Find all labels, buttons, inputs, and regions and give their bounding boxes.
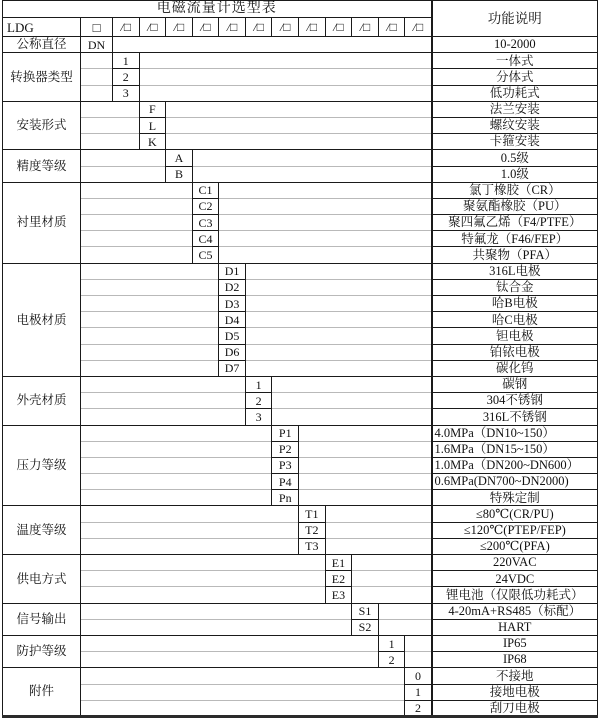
group-label: 信号输出 xyxy=(3,603,81,635)
filler-cell xyxy=(81,360,219,376)
option-code-cell: P1 xyxy=(272,425,299,441)
filler-cell xyxy=(81,312,219,328)
option-code-cell: 3 xyxy=(113,85,140,101)
filler-cell xyxy=(81,53,113,69)
model-slot-cell: /□ xyxy=(192,18,219,37)
filler-cell xyxy=(81,117,140,133)
option-row xyxy=(3,344,598,360)
option-row xyxy=(3,603,598,619)
selection-table xyxy=(2,0,598,718)
filler-cell xyxy=(139,69,431,85)
option-code-cell: E3 xyxy=(325,587,352,603)
model-slot-cell: /□ xyxy=(139,18,166,37)
filler-cell xyxy=(299,441,432,457)
filler-cell xyxy=(81,376,246,392)
filler-cell xyxy=(245,360,431,376)
option-row xyxy=(3,652,598,668)
option-row xyxy=(3,360,598,376)
filler-cell xyxy=(245,296,431,312)
option-row xyxy=(3,53,598,69)
option-desc-cell: 1.0MPa（DN200~DN600） xyxy=(432,457,598,473)
filler-cell xyxy=(272,376,432,392)
option-row xyxy=(3,700,598,716)
option-code-cell: D4 xyxy=(219,312,246,328)
group-label: 电极材质 xyxy=(3,263,81,376)
filler-cell xyxy=(81,279,219,295)
filler-cell xyxy=(299,457,432,473)
option-desc-cell: 316L不锈钢 xyxy=(432,409,598,425)
filler-cell xyxy=(81,571,326,587)
option-desc-cell: 刮刀电极 xyxy=(432,700,598,716)
model-slot-cell: /□ xyxy=(405,18,432,37)
filler-cell xyxy=(405,635,432,651)
option-code-cell: B xyxy=(166,166,193,182)
option-desc-cell: 聚氨酯橡胶（PU） xyxy=(432,198,598,214)
filler-cell xyxy=(81,490,272,506)
option-code-cell: C3 xyxy=(192,215,219,231)
filler-cell xyxy=(81,587,326,603)
option-row xyxy=(3,328,598,344)
option-desc-cell: 4-20mA+RS485（标配） xyxy=(432,603,598,619)
filler-cell xyxy=(81,215,193,231)
function-col-header: 功能说明 xyxy=(432,1,598,37)
filler-cell xyxy=(245,279,431,295)
option-row xyxy=(3,684,598,700)
group-label: 温度等级 xyxy=(3,506,81,555)
filler-cell xyxy=(81,522,299,538)
filler-cell xyxy=(81,182,193,198)
filler-cell xyxy=(192,150,431,166)
page-title: 电磁流量计选型表 xyxy=(3,1,432,18)
model-slot-cell: /□ xyxy=(166,18,193,37)
option-desc-cell: 316L电极 xyxy=(432,263,598,279)
option-desc-cell: IP68 xyxy=(432,652,598,668)
filler-cell xyxy=(81,668,405,684)
group-label: 安装形式 xyxy=(3,101,81,150)
model-prefix-cell: LDG xyxy=(3,18,81,37)
option-code-cell: D1 xyxy=(219,263,246,279)
option-row xyxy=(3,587,598,603)
filler-cell xyxy=(81,619,352,635)
filler-cell xyxy=(166,117,432,133)
filler-cell xyxy=(325,538,431,554)
group-label: 供电方式 xyxy=(3,555,81,604)
option-row xyxy=(3,215,598,231)
option-code-cell: P3 xyxy=(272,457,299,473)
filler-cell xyxy=(192,166,431,182)
option-desc-cell: 钽电极 xyxy=(432,328,598,344)
option-row xyxy=(3,296,598,312)
filler-cell xyxy=(81,247,193,263)
group-label: 衬里材质 xyxy=(3,182,81,263)
option-row xyxy=(3,101,598,117)
option-row xyxy=(3,150,598,166)
option-code-cell: C1 xyxy=(192,182,219,198)
filler-cell xyxy=(81,555,326,571)
option-code-cell: P4 xyxy=(272,474,299,490)
group-label: 精度等级 xyxy=(3,150,81,182)
filler-cell xyxy=(81,603,352,619)
filler-cell xyxy=(219,215,432,231)
option-code-cell: T2 xyxy=(299,522,326,538)
filler-cell xyxy=(81,198,193,214)
option-row xyxy=(3,85,598,101)
group-label: 附件 xyxy=(3,668,81,717)
option-code-cell: S1 xyxy=(352,603,379,619)
option-code-cell: 2 xyxy=(405,700,432,716)
filler-cell xyxy=(81,474,272,490)
filler-cell xyxy=(219,231,432,247)
model-slot-cell: /□ xyxy=(219,18,246,37)
option-row xyxy=(3,393,598,409)
option-row xyxy=(3,635,598,651)
option-code-cell: T3 xyxy=(299,538,326,554)
option-desc-cell: 220VAC xyxy=(432,555,598,571)
filler-cell xyxy=(378,603,431,619)
filler-cell xyxy=(352,587,432,603)
option-code-cell: E1 xyxy=(325,555,352,571)
option-desc-cell: 不接地 xyxy=(432,668,598,684)
option-row xyxy=(3,247,598,263)
option-row xyxy=(3,69,598,85)
filler-cell xyxy=(81,231,193,247)
option-desc-cell: ≤120℃(PTEP/FEP) xyxy=(432,522,598,538)
filler-cell xyxy=(113,37,432,53)
option-code-cell: D7 xyxy=(219,360,246,376)
option-row xyxy=(3,619,598,635)
group-label: 防护等级 xyxy=(3,635,81,667)
filler-cell xyxy=(81,652,379,668)
option-desc-cell: 低功耗式 xyxy=(432,85,598,101)
option-desc-cell: 特氟龙（F46/FEP） xyxy=(432,231,598,247)
option-desc-cell: 接地电极 xyxy=(432,684,598,700)
filler-cell xyxy=(81,441,272,457)
option-desc-cell: 1.6MPa（DN15~150） xyxy=(432,441,598,457)
filler-cell xyxy=(245,344,431,360)
option-row xyxy=(3,166,598,182)
filler-cell xyxy=(245,263,431,279)
model-slot-cell: /□ xyxy=(325,18,352,37)
option-code-cell: E2 xyxy=(325,571,352,587)
option-row xyxy=(3,441,598,457)
option-desc-cell: 0.5级 xyxy=(432,150,598,166)
group-label: 压力等级 xyxy=(3,425,81,506)
group-label: 转换器类型 xyxy=(3,53,81,102)
option-desc-cell: ≤200℃(PFA) xyxy=(432,538,598,554)
option-row xyxy=(3,312,598,328)
option-desc-cell: 卡箍安装 xyxy=(432,134,598,150)
diameter-desc-cell: 10-2000 xyxy=(432,37,598,53)
filler-cell xyxy=(166,134,432,150)
option-desc-cell: 1.0级 xyxy=(432,166,598,182)
option-desc-cell: 法兰安装 xyxy=(432,101,598,117)
option-row xyxy=(3,198,598,214)
filler-cell xyxy=(81,700,405,716)
option-desc-cell: 锂电池（仅限低功耗式） xyxy=(432,587,598,603)
option-row xyxy=(3,425,598,441)
filler-cell xyxy=(81,150,166,166)
option-code-cell: D2 xyxy=(219,279,246,295)
filler-cell xyxy=(299,425,432,441)
option-code-cell: A xyxy=(166,150,193,166)
option-desc-cell: 特殊定制 xyxy=(432,490,598,506)
option-code-cell: 3 xyxy=(245,409,272,425)
option-desc-cell: 分体式 xyxy=(432,69,598,85)
option-code-cell: 2 xyxy=(245,393,272,409)
option-code-cell: C4 xyxy=(192,231,219,247)
option-row xyxy=(3,231,598,247)
filler-cell xyxy=(299,490,432,506)
option-code-cell: S2 xyxy=(352,619,379,635)
option-code-cell: F xyxy=(139,101,166,117)
option-desc-cell: 氯丁橡胶（CR） xyxy=(432,182,598,198)
option-row xyxy=(3,668,598,684)
option-desc-cell: 铂铱电极 xyxy=(432,344,598,360)
filler-cell xyxy=(219,247,432,263)
filler-cell xyxy=(81,506,299,522)
option-row xyxy=(3,571,598,587)
option-code-cell: Pn xyxy=(272,490,299,506)
option-row xyxy=(3,538,598,554)
option-desc-cell: 碳化钨 xyxy=(432,360,598,376)
option-desc-cell: 哈C电极 xyxy=(432,312,598,328)
option-code-cell: C2 xyxy=(192,198,219,214)
option-desc-cell: 聚四氟乙烯（F4/PTFE） xyxy=(432,215,598,231)
filler-cell xyxy=(245,312,431,328)
filler-cell xyxy=(219,182,432,198)
option-desc-cell: ≤80℃(CR/PU) xyxy=(432,506,598,522)
option-code-cell: D3 xyxy=(219,296,246,312)
diameter-label: 公称直径 xyxy=(3,37,81,53)
model-slot-cell: /□ xyxy=(245,18,272,37)
filler-cell xyxy=(81,538,299,554)
filler-cell xyxy=(81,684,405,700)
filler-cell xyxy=(378,619,431,635)
model-slot-cell: /□ xyxy=(352,18,379,37)
filler-cell xyxy=(81,85,113,101)
filler-cell xyxy=(325,506,431,522)
option-desc-cell: 一体式 xyxy=(432,53,598,69)
option-desc-cell: 4.0MPa（DN10~150） xyxy=(432,425,598,441)
option-code-cell: C5 xyxy=(192,247,219,263)
option-row xyxy=(3,555,598,571)
option-row xyxy=(3,409,598,425)
option-code-cell: L xyxy=(139,117,166,133)
option-desc-cell: 钛合金 xyxy=(432,279,598,295)
filler-cell xyxy=(219,198,432,214)
filler-cell xyxy=(245,328,431,344)
filler-cell xyxy=(81,393,246,409)
filler-cell xyxy=(352,571,432,587)
filler-cell xyxy=(81,101,140,117)
filler-cell xyxy=(81,457,272,473)
filler-cell xyxy=(81,166,166,182)
model-slot-cell: /□ xyxy=(378,18,405,37)
filler-cell xyxy=(81,635,379,651)
option-row xyxy=(3,522,598,538)
option-row xyxy=(3,182,598,198)
option-desc-cell: 哈B电极 xyxy=(432,296,598,312)
filler-cell xyxy=(81,69,113,85)
filler-cell xyxy=(139,53,431,69)
option-code-cell: 2 xyxy=(113,69,140,85)
filler-cell xyxy=(81,344,219,360)
model-slot-cell: /□ xyxy=(272,18,299,37)
diameter-row xyxy=(3,37,598,53)
option-row xyxy=(3,117,598,133)
diameter-code-cell: DN xyxy=(81,37,113,53)
filler-cell xyxy=(405,652,432,668)
filler-cell xyxy=(81,134,140,150)
option-desc-cell: 碳钢 xyxy=(432,376,598,392)
option-desc-cell: IP65 xyxy=(432,635,598,651)
option-code-cell: 1 xyxy=(378,635,405,651)
option-code-cell: K xyxy=(139,134,166,150)
option-code-cell: P2 xyxy=(272,441,299,457)
filler-cell xyxy=(166,101,432,117)
option-desc-cell: 螺纹安装 xyxy=(432,117,598,133)
option-code-cell: 0 xyxy=(405,668,432,684)
filler-cell xyxy=(81,328,219,344)
option-code-cell: D6 xyxy=(219,344,246,360)
option-desc-cell: 0.6MPa(DN700~DN2000) xyxy=(432,474,598,490)
filler-cell xyxy=(81,263,219,279)
option-code-cell: D5 xyxy=(219,328,246,344)
option-desc-cell: 304不锈钢 xyxy=(432,393,598,409)
filler-cell xyxy=(81,409,246,425)
option-row xyxy=(3,457,598,473)
group-label: 外壳材质 xyxy=(3,376,81,425)
filler-cell xyxy=(81,425,272,441)
option-row xyxy=(3,490,598,506)
filler-cell xyxy=(139,85,431,101)
filler-cell xyxy=(81,296,219,312)
model-slot-cell: /□ xyxy=(113,18,140,37)
option-row xyxy=(3,279,598,295)
option-code-cell: T1 xyxy=(299,506,326,522)
model-slot-cell: /□ xyxy=(299,18,326,37)
filler-cell xyxy=(272,393,432,409)
option-code-cell: 1 xyxy=(405,684,432,700)
option-row xyxy=(3,263,598,279)
option-row xyxy=(3,376,598,392)
option-desc-cell: 共聚物（PFA） xyxy=(432,247,598,263)
option-desc-cell: HART xyxy=(432,619,598,635)
title-row xyxy=(3,1,598,18)
option-desc-cell: 24VDC xyxy=(432,571,598,587)
option-code-cell: 1 xyxy=(113,53,140,69)
filler-cell xyxy=(272,409,432,425)
filler-cell xyxy=(352,555,432,571)
filler-cell xyxy=(325,522,431,538)
filler-cell xyxy=(299,474,432,490)
option-row xyxy=(3,506,598,522)
option-row xyxy=(3,474,598,490)
option-row xyxy=(3,134,598,150)
option-code-cell: 2 xyxy=(378,652,405,668)
option-code-cell: 1 xyxy=(245,376,272,392)
model-box-cell: □ xyxy=(81,18,113,37)
